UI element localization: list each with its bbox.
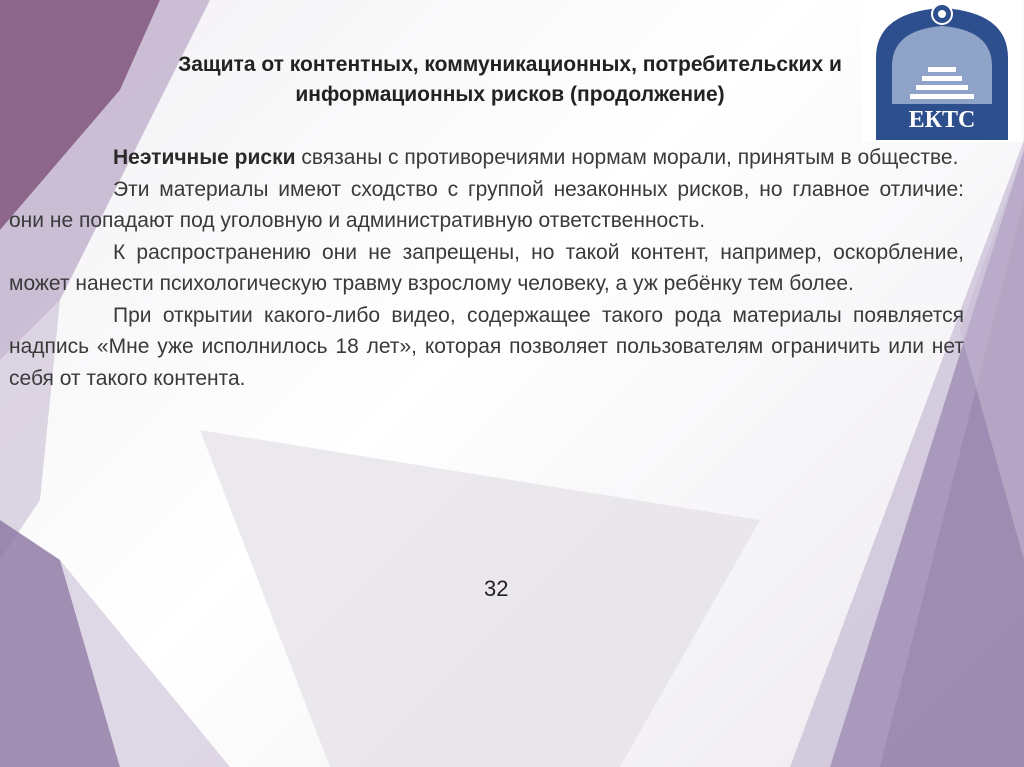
body-text (9, 142, 964, 394)
paragraph-3: К распространению они не запрещены, но такой контент, например, оскорбление, может нанести психологическую травму взрослому человеку, а уж ребёнку тем более. (9, 240, 964, 295)
ektc-logo (862, 0, 1022, 142)
ektc-logo-text: ЕКТС (908, 107, 976, 133)
bg-shape-center-grey (200, 430, 760, 767)
title-line-1: Защита от контентных, коммуникационных, потребительских и (178, 53, 842, 76)
paragraph-4: При открытии какого-либо видео, содержащее такого рода материалы появляется надпись «Мне уже исполнилось 18 лет», которая позволяет пользователям ограничить или нет себя от такого контента. (9, 303, 964, 390)
paragraph-1-rest: связаны с противоречиями нормам морали, принятым в обществе. (295, 146, 959, 169)
slide-title (60, 50, 960, 110)
ektc-logo-emblem (862, 0, 1022, 142)
paragraph-1-bold: Неэтичные риски (113, 146, 296, 169)
paragraph-1 (9, 142, 964, 174)
title-line-2: информационных рисков (продолжение) (295, 83, 725, 106)
page-number: 32 (484, 576, 509, 601)
paragraph-2: Эти материалы имеют сходство с группой незаконных рисков, но главное отличие: они не попадают под уголовную и административную ответственность. (9, 177, 964, 232)
